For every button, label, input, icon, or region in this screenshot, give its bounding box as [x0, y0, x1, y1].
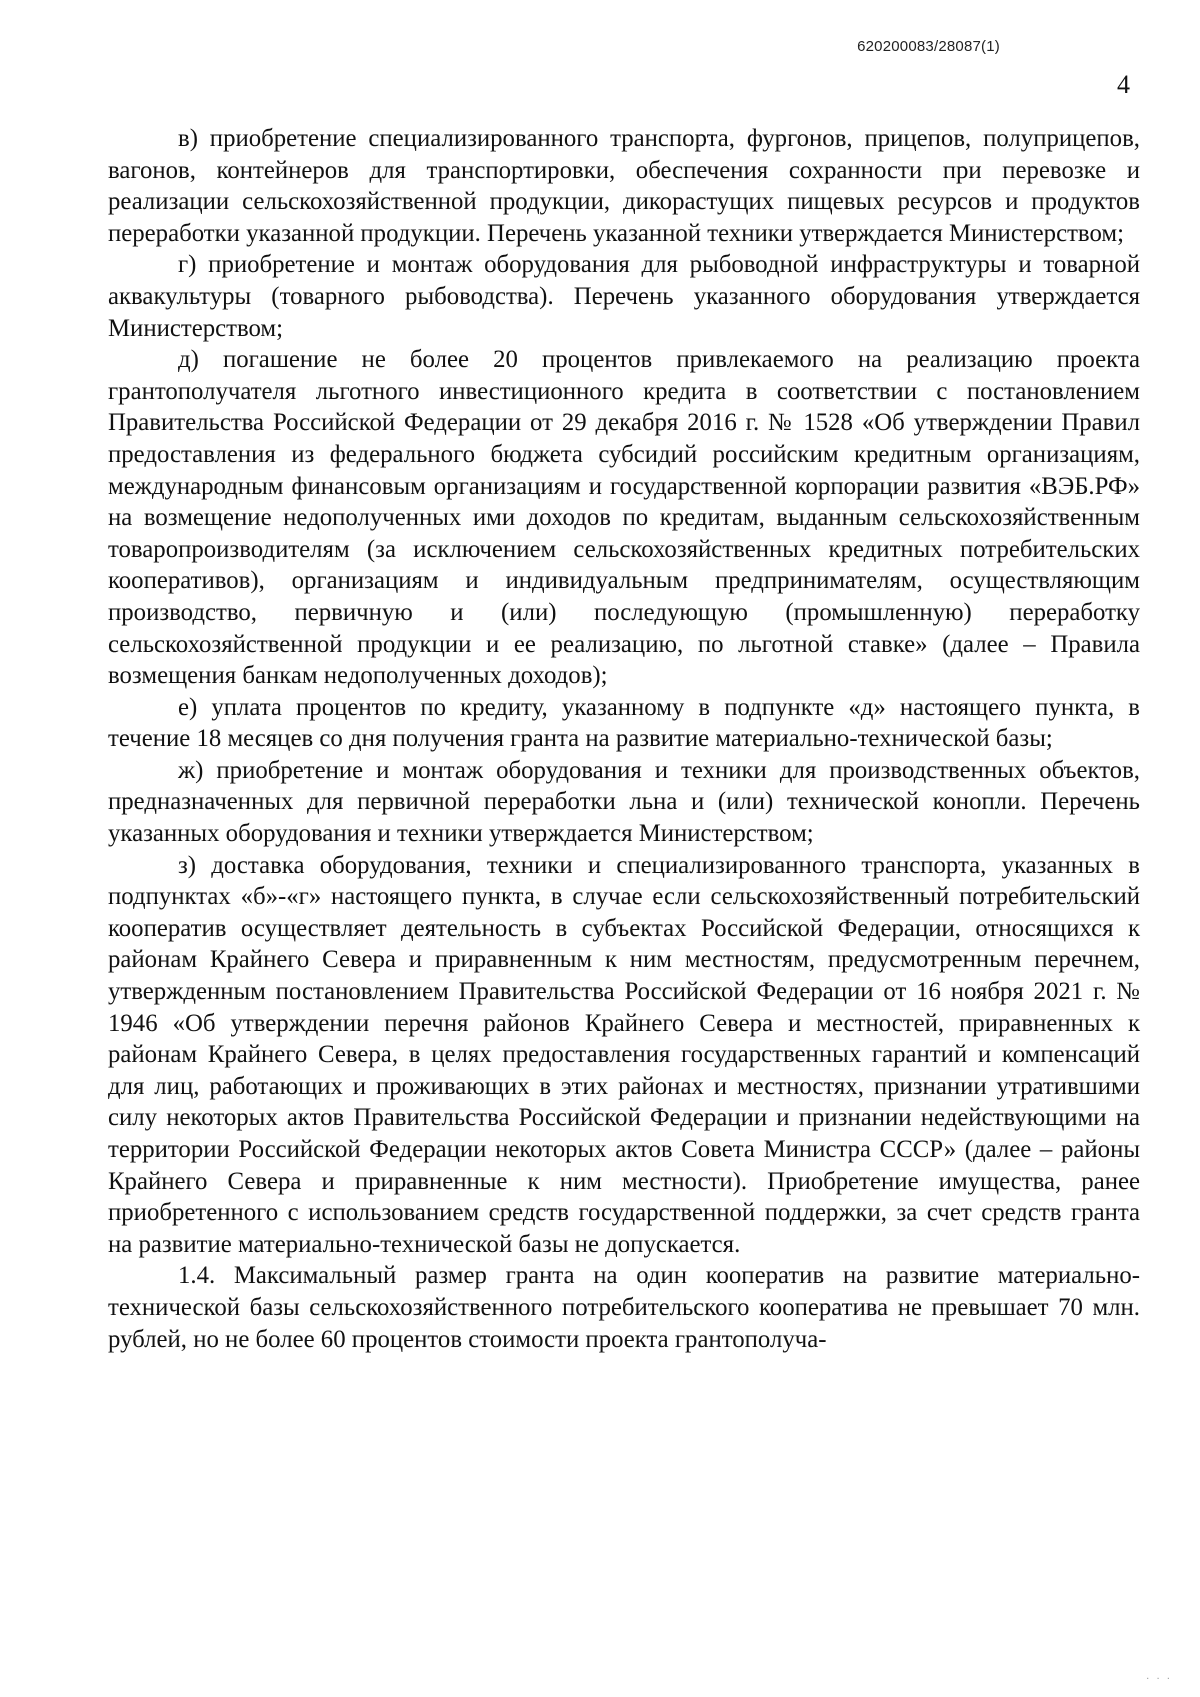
- document-body: [108, 123, 1140, 1355]
- paragraph-item-d: д) погашение не более 20 процентов привлекаемого на реализацию проекта грантополучателя льготного инвестиционного кредита в соответствии с постановлением Правительства Российской Федерации от 29 декабря 2016 г. № 1528 «Об утверждении Правил предоставления из федерального бюджета субсидий российским кредитным организациям, международным финансовым организациям и государственной корпорации развития «ВЭБ.РФ» на возмещение недополученных ими доходов по кредитам, выданным сельскохозяйственным товаропроизводителям (за исключением сельскохозяйственных кредитных потребительских кооперативов), организациям и индивидуальным предпринимателям, осуществляющим производство, первичную и (или) последующую (промышленную) переработку сельскохозяйственной продукции и ее реализацию, по льготной ставке» (далее – Правила возмещения банкам недополученных доходов);: [108, 346, 1140, 690]
- page-number: 4: [1117, 70, 1130, 99]
- paragraph-item-z: з) доставка оборудования, техники и специализированного транспорта, указанных в подпунктах «б»-«г» настоящего пункта, в случае если сельскохозяйственный потребительский кооператив осуществляет деятельность в субъектах Российской Федерации, относящихся к районам Крайнего Севера и приравненным к ним местностям, предусмотренным перечнем, утвержденным постановлением Правительства Российской Федерации от 16 ноября 2021 г. № 1946 «Об утверждении перечня районов Крайнего Севера и местностей, приравненных к районам Крайнего Севера, в целях предоставления государственных гарантий и компенсаций для лиц, работающих и проживающих в этих районах и местностях, признании утратившими силу некоторых актов Правительства Российской Федерации и признании недействующими на территории Российской Федерации некоторых актов Совета Министра СССР» (далее – районы Крайнего Севера и приравненные к ним местности). Приобретение имущества, ранее приобретенного с использованием средств государственной поддержки, за счет средств гранта на развитие материально-технической базы не допускается.: [108, 851, 1140, 1258]
- scan-artifact: · · ·: [1146, 1674, 1172, 1685]
- paragraph-item-e: е) уплата процентов по кредиту, указанному в подпункте «д» настоящего пункта, в течение 18 месяцев со дня получения гранта на развитие материально-технической базы;: [108, 693, 1140, 753]
- paragraph-clause-1-4: 1.4. Максимальный размер гранта на один кооператив на развитие материально-технической базы сельскохозяйственного потребительского кооператива не превышает 70 млн. рублей, но не более 60 процентов стоимости проекта грантополуча-: [108, 1262, 1140, 1353]
- document-id: 620200083/28087(1): [857, 38, 1000, 55]
- paragraph-item-g: г) приобретение и монтаж оборудования для рыбоводной инфраструктуры и товарной аквакультуры (товарного рыбоводства). Перечень указанного оборудования утверждается Министерством;: [108, 251, 1140, 342]
- paragraph-item-zh: ж) приобретение и монтаж оборудования и техники для производственных объектов, предназначенных для первичной переработки льна и (или) технической конопли. Перечень указанных оборудования и техники утверждается Министерством;: [108, 756, 1140, 848]
- paragraph-item-v: в) приобретение специализированного транспорта, фургонов, прицепов, полуприцепов, вагонов, контейнеров для транспортировки, обеспечения сохранности при перевозке и реализации сельскохозяйственной продукции, дикорастущих пищевых ресурсов и продуктов переработки указанной продукции. Перечень указанной техники утверждается Министерством;: [108, 125, 1140, 247]
